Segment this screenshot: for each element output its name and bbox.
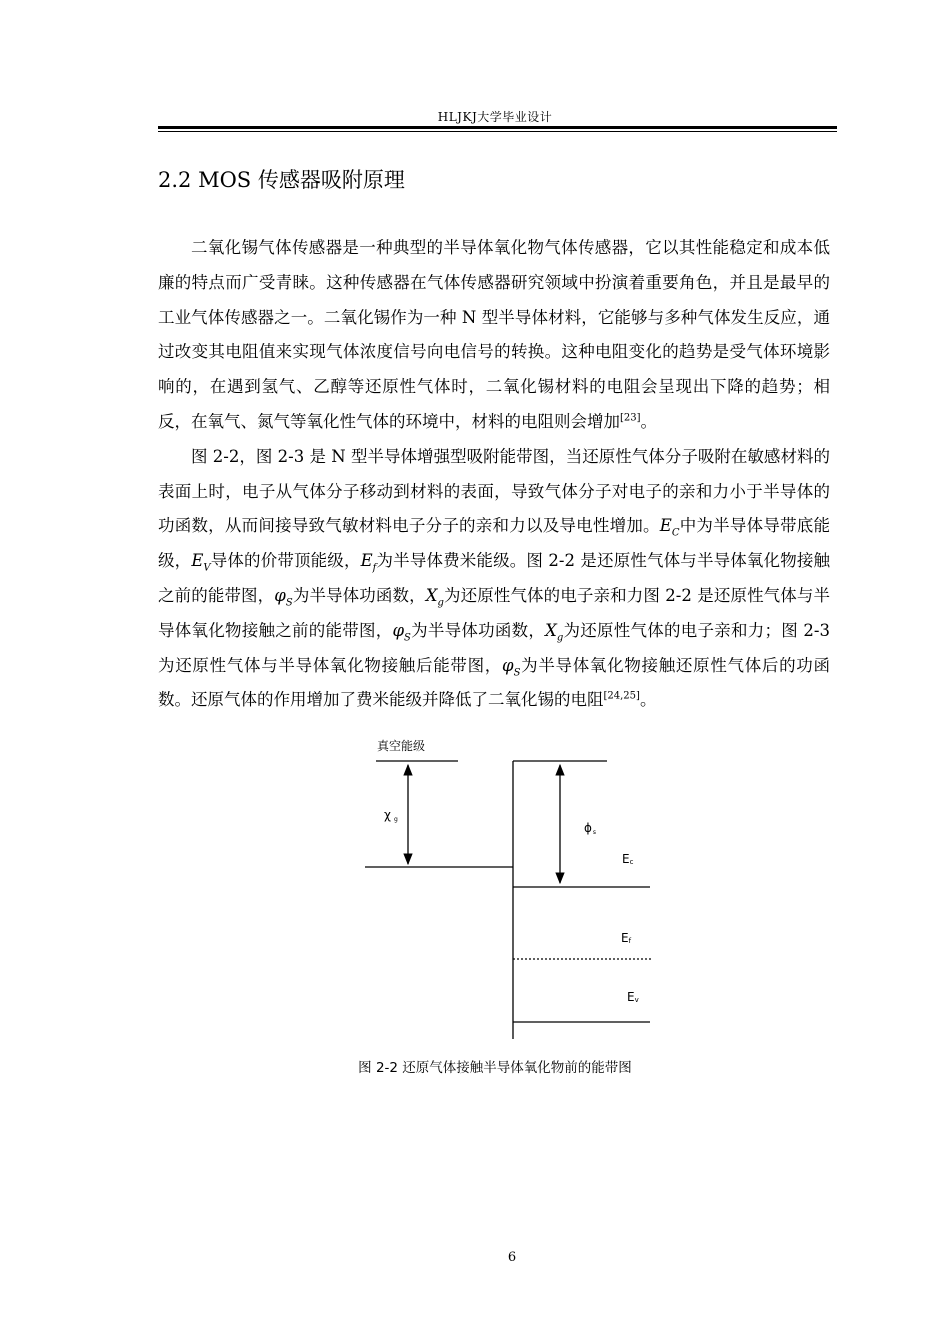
phi-sub-2: S — [404, 632, 411, 644]
xg-symbol-1 — [425, 585, 444, 609]
phi-subscript: s — [592, 829, 597, 836]
ec-label — [622, 852, 634, 866]
xg-base-2: X — [545, 620, 557, 640]
p2-text-7: 为半导体功函数， — [410, 620, 546, 640]
p2-text-4: 为半导体费米能级。图 2-2 是还原性气体与半导体氧化物接触之前的能带图， — [158, 551, 831, 605]
phi-sub-3: S — [513, 666, 521, 678]
xg-symbol-2 — [545, 620, 564, 644]
ef-base: E — [360, 551, 373, 571]
ec-subscript: c — [629, 858, 634, 866]
chi-symbol: χ — [384, 808, 391, 822]
p2-text-3: 导体的价带顶能级， — [210, 551, 361, 571]
p2-text-6: 为还原性气体的电子亲和力图 2-2 是还原性气体与半导体氧化物接触之前的能带图， — [158, 585, 831, 640]
p2-text-8: 为还原性气体的电子亲和力；图 2-3 为还原性气体与半导体氧化物接触后能带图， — [158, 620, 831, 675]
citation-23: [23] — [620, 412, 641, 424]
chi-subscript: g — [393, 816, 398, 823]
header-title: HLJKJ大学毕业设计 — [437, 110, 553, 124]
header-rule-thin — [158, 131, 837, 132]
phi-label — [584, 821, 596, 836]
ef-symbol: E — [621, 931, 629, 945]
body-text — [158, 231, 830, 718]
paragraph-1-end: 。 — [640, 411, 658, 431]
paragraph-2 — [158, 440, 830, 718]
ec-sub: C — [671, 527, 680, 539]
p2-text-1: 图 2-2，图 2-3 是 N 型半导体增强型吸附能带图，当还原性气体分子吸附在敏感材料的表面上时，电子从气体分子移动到材料的表面，导致气体分子对电子的亲和力小于半导体的功函数，从而间接导致气敏材料电子分子的亲和力以及导电性增加。 — [158, 446, 830, 536]
chi-label — [384, 808, 398, 823]
xg-sub-2: g — [556, 632, 564, 644]
phi-base-2: φ — [392, 620, 405, 640]
ev-symbol — [191, 551, 211, 574]
ev-sub: V — [203, 562, 211, 574]
p2-text-2: 中为半导体导带底能级， — [158, 516, 831, 571]
paragraph-1 — [158, 231, 830, 440]
page-number: 6 — [507, 1250, 517, 1265]
citation-24-25: [24,25] — [603, 690, 640, 702]
phi-symbol-1 — [274, 585, 293, 609]
paragraph-2-end: 。 — [639, 690, 657, 710]
vacuum-level-label: 真空能级 — [377, 739, 426, 753]
p2-text-9: 为半导体氧化物接触还原性气体后的功函数。还原气体的作用增加了费米能级并降低了二氧化锡的电阻 — [158, 655, 831, 710]
ef-subscript: f — [628, 937, 632, 945]
ef-symbol — [360, 551, 377, 574]
ev-base: E — [191, 551, 204, 571]
xg-sub-1: g — [437, 597, 444, 609]
ev-symbol: E — [627, 990, 635, 1004]
section-heading: 2.2 MOS 传感器吸附原理 — [158, 168, 405, 192]
ef-sub: f — [372, 562, 377, 574]
phi-base-3: φ — [502, 655, 514, 675]
ev-label — [627, 990, 639, 1004]
phi-sub-1: S — [285, 597, 293, 609]
ef-label — [621, 931, 632, 945]
header-rule-thick — [158, 126, 837, 129]
phi-base-1: φ — [274, 585, 286, 605]
phi-symbol-3 — [502, 655, 521, 678]
ec-symbol — [659, 516, 680, 539]
phi-symbol-2 — [392, 620, 411, 644]
phi-symbol: ϕ — [584, 821, 592, 835]
paragraph-1-text: 二氧化锡气体传感器是一种典型的半导体氧化物气体传感器，它以其性能稳定和成本低廉的特点而广受青睐。这种传感器在气体传感器研究领域中扮演着重要角色，并且是最早的工业气体传感器之一。二氧化锡作为一种 N 型半导体材料，它能够与多种气体发生反应，通过改变其电阻值来实现气体浓度信号向电信号的转换。这种电阻变化的趋势是受气体环境影响的，在遇到氢气、乙醇等还原性气体时，二氧化锡材料的电阻会呈现出下降的趋势；相反，在氧气、氮气等氧化性气体的环境中，材料的电阻则会增加 — [158, 238, 830, 431]
xg-base-1: X — [425, 585, 438, 605]
ev-subscript: v — [634, 996, 639, 1004]
ec-base: E — [659, 516, 672, 536]
figure-caption: 图 2-2 还原气体接触半导体氧化物前的能带图 — [358, 1060, 632, 1076]
ec-symbol: E — [622, 852, 630, 866]
p2-text-5: 为半导体功函数， — [292, 585, 426, 605]
